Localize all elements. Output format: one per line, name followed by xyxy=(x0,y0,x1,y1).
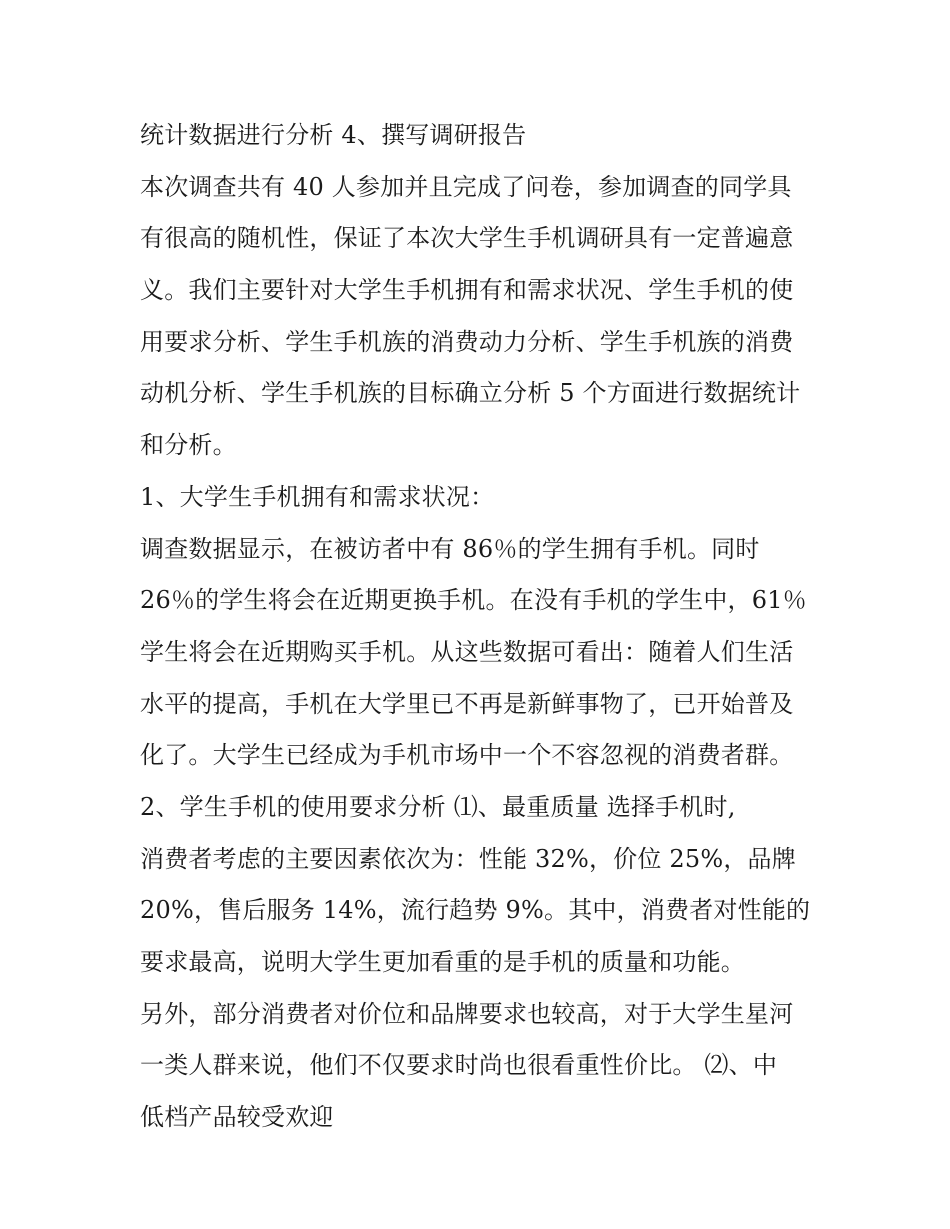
paragraph-line: 有很高的随机性，保证了本次大学生手机调研具有一定普遍意 xyxy=(140,224,794,253)
paragraph-line: 消费者考虑的主要因素依次为：性能 32%，价位 25%，品牌 xyxy=(140,844,796,873)
paragraph-line: 水平的提高，手机在大学里已不再是新鲜事物了，已开始普及 xyxy=(140,689,794,718)
paragraph-line: 统计数据进行分析 4、撰写调研报告 xyxy=(140,121,527,149)
paragraph-line: 用要求分析、学生手机族的消费动力分析、学生手机族的消费 xyxy=(140,327,794,356)
paragraph-line: 另外，部分消费者对价位和品牌要求也较高，对于大学生星河 xyxy=(140,999,794,1028)
paragraph-line: 26％的学生将会在近期更换手机。在没有手机的学生中，61％ xyxy=(140,586,807,615)
section-heading: 1、大学生手机拥有和需求状况： xyxy=(140,482,495,511)
paragraph-line: 义。我们主要针对大学生手机拥有和需求状况、学生手机的使 xyxy=(140,276,794,305)
paragraph-line: 化了。大学生已经成为手机市场中一个不容忽视的消费者群。 xyxy=(140,741,794,770)
paragraph-line: 本次调查共有 40 人参加并且完成了问卷，参加调查的同学具 xyxy=(140,172,792,201)
paragraph-line: 学生将会在近期购买手机。从这些数据可看出：随着人们生活 xyxy=(140,637,794,666)
paragraph-line: 20%，售后服务 14%，流行趋势 9%。其中，消费者对性能的 xyxy=(140,896,811,925)
section-heading: 2、学生手机的使用要求分析 ⑴、最重质量 选择手机时, xyxy=(140,792,736,821)
paragraph-line: 动机分析、学生手机族的目标确立分析 5 个方面进行数据统计 xyxy=(140,379,801,408)
paragraph-line: 一类人群来说，他们不仅要求时尚也很看重性价比。 ⑵、中 xyxy=(140,1051,778,1080)
paragraph-line: 调查数据显示，在被访者中有 86％的学生拥有手机。同时 xyxy=(140,534,760,563)
paragraph-line: 和分析。 xyxy=(140,431,237,460)
paragraph-line: 低档产品较受欢迎 xyxy=(140,1103,334,1132)
document-body xyxy=(140,110,820,1144)
paragraph-line: 要求最高，说明大学生更加看重的是手机的质量和功能。 xyxy=(140,948,745,976)
